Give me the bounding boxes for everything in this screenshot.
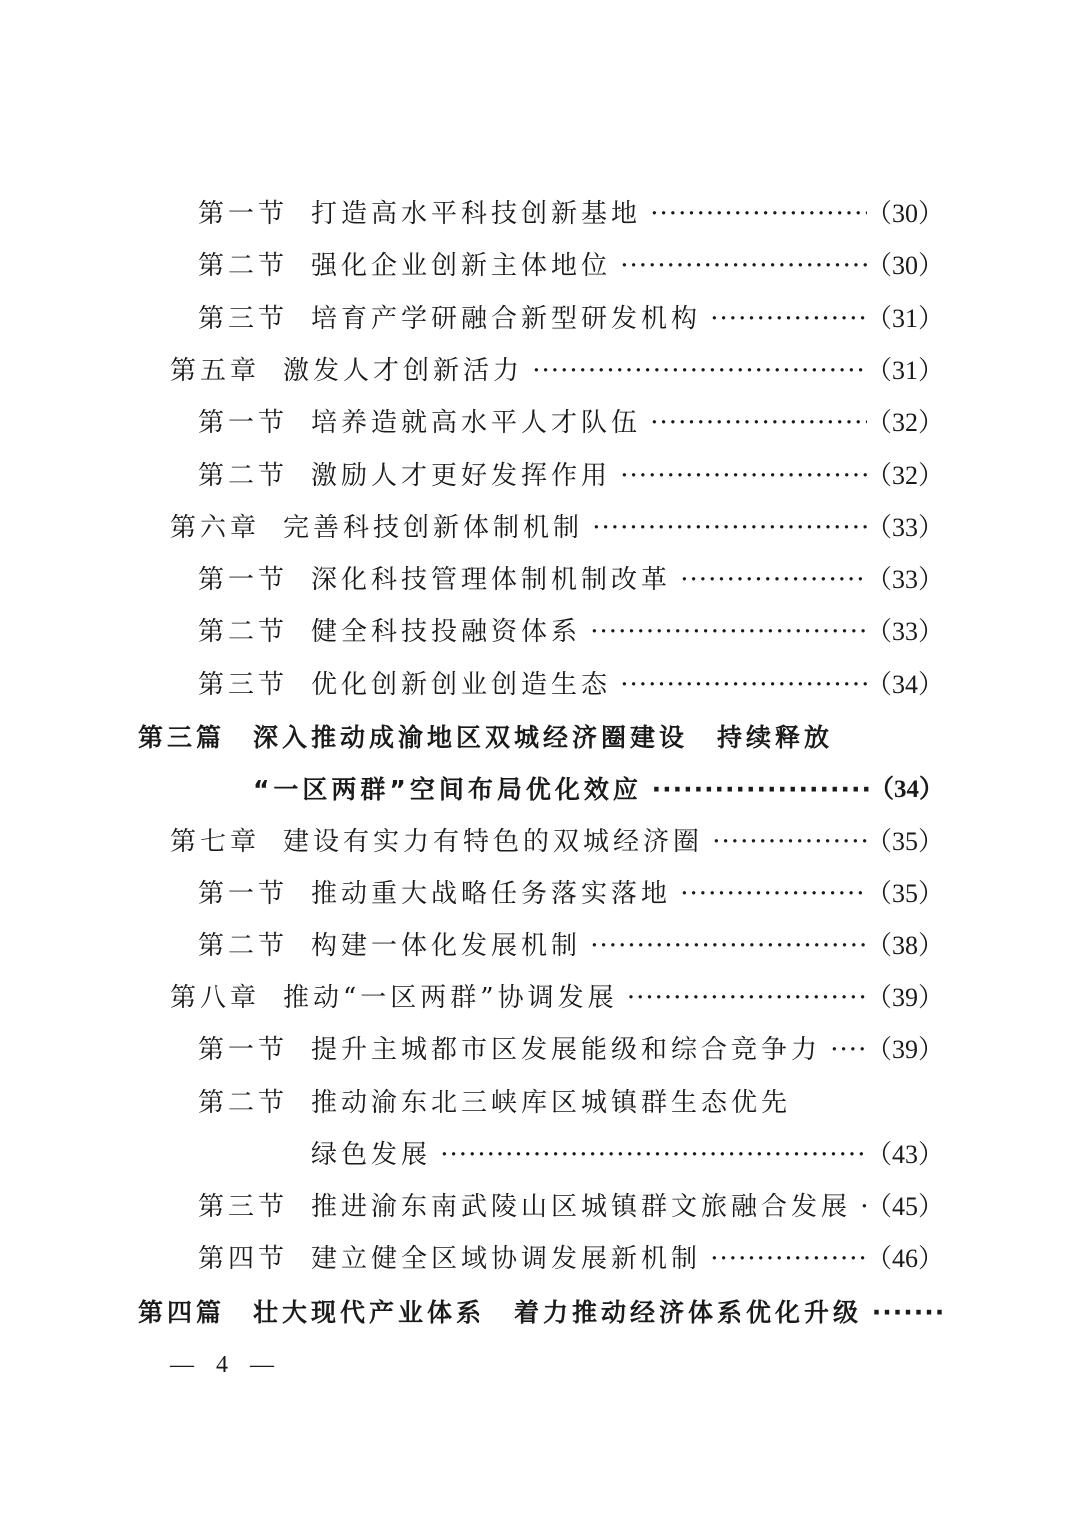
toc-entry[interactable] (0, 926, 1074, 966)
entry-page: （33） (865, 565, 944, 594)
entry-title: 培育产学研融合新型研发机构 ····· (311, 299, 867, 339)
entry-title: 推进渝东南武陵山区城镇群文旅融合发展 ····· (311, 1187, 867, 1227)
entry-title-line2: “一区两群”空间布局优化效应 ····· (253, 770, 873, 810)
entry-page: （35） (865, 827, 944, 856)
entry-label: 第四篇 (138, 1298, 226, 1327)
entry-page: （38） (865, 931, 944, 960)
entry-title-line1: 推动渝东北三峡库区城镇群生态优先 (311, 1088, 792, 1118)
entry-page: （46） (865, 1244, 944, 1273)
entry-label: 第一节 (198, 879, 289, 909)
toc-entry[interactable] (0, 508, 1074, 548)
entry-label: 第二节 (198, 251, 289, 281)
entry-label: 第八章 (170, 983, 261, 1013)
entry-title-line1: 深入推动成渝地区双城经济圈建设 持续释放 (253, 723, 834, 752)
entry-page: （34） (868, 776, 944, 803)
entry-title: 建立健全区域协调发展新机制 ····· (311, 1239, 867, 1279)
entry-title: 优化创新创业创造生态 ····· (311, 665, 867, 705)
entry-label: 第一节 (198, 1035, 289, 1065)
entry-label: 第二节 (198, 1088, 289, 1118)
entry-page: （31） (865, 356, 944, 385)
toc-entry[interactable] (0, 194, 1074, 234)
entry-page: （31） (865, 304, 944, 333)
entry-title: 培养造就高水平人才队伍 ····· (311, 403, 867, 443)
entry-page: （45） (865, 1192, 944, 1221)
entry-title: 深化科技管理体制机制改革 ····· (311, 560, 867, 600)
entry-title: 推动“一区两群”协调发展 ····· (283, 978, 867, 1018)
entry-page: （30） (865, 251, 944, 280)
entry-label: 第五章 (170, 356, 261, 386)
toc-entry[interactable] (0, 246, 1074, 286)
entry-label: 第二节 (198, 461, 289, 491)
toc-entry-continued[interactable] (0, 1135, 1074, 1175)
toc-entry[interactable] (0, 1030, 1074, 1070)
entry-page: （33） (865, 617, 944, 646)
entry-title: 激发人才创新活力 ····· (283, 351, 867, 391)
entry-page: （39） (865, 1035, 944, 1064)
toc-entry[interactable] (0, 665, 1074, 705)
entry-label: 第三节 (198, 1192, 289, 1222)
entry-page: （34） (865, 670, 944, 699)
toc-part-entry-continued[interactable] (0, 770, 1074, 810)
entry-label: 第四节 (198, 1244, 289, 1274)
entry-label: 第二节 (198, 931, 289, 961)
toc-entry[interactable] (0, 874, 1074, 914)
toc-entry[interactable] (0, 351, 1074, 391)
entry-title: 提升主城都市区发展能级和综合竞争力 ····· (311, 1030, 867, 1070)
entry-label: 第七章 (170, 827, 261, 857)
toc-entry[interactable] (0, 299, 1074, 339)
toc-entry[interactable] (0, 1083, 1074, 1123)
toc-entry[interactable] (0, 822, 1074, 862)
entry-page: （30） (865, 199, 944, 228)
entry-title: 激励人才更好发挥作用 ····· (311, 456, 867, 496)
toc-entry[interactable] (0, 612, 1074, 652)
entry-label: 第二节 (198, 617, 289, 647)
entry-page: （43） (865, 1140, 944, 1169)
entry-title: 推动重大战略任务落实落地 ····· (311, 874, 867, 914)
entry-page: （39） (865, 983, 944, 1012)
entry-label: 第一节 (198, 565, 289, 595)
entry-label: 第三节 (198, 304, 289, 334)
entry-title: 建设有实力有特色的双城经济圈 ····· (283, 822, 867, 862)
entry-title: 健全科技投融资体系 ····· (311, 612, 867, 652)
entry-label: 第六章 (170, 513, 261, 543)
entry-page: （32） (865, 408, 944, 437)
entry-page: （35） (865, 879, 944, 908)
entry-title: 打造高水平科技创新基地 ····· (311, 194, 867, 234)
entry-title: 构建一体化发展机制 ····· (311, 926, 867, 966)
entry-label: 第三节 (198, 670, 289, 700)
toc-entry[interactable] (0, 1239, 1074, 1279)
toc-part-entry[interactable] (0, 718, 1074, 758)
toc-entry[interactable] (0, 978, 1074, 1018)
entry-title: 壮大现代产业体系 着力推动经济体系优化升级 ····· (253, 1293, 943, 1333)
entry-page: （32） (865, 461, 944, 490)
toc-entry[interactable] (0, 403, 1074, 443)
entry-label: 第三篇 (138, 723, 226, 752)
entry-label: 第一节 (198, 408, 289, 438)
toc-entry[interactable] (0, 1187, 1074, 1227)
toc-entry[interactable] (0, 560, 1074, 600)
page-number: — 4 — (170, 1352, 282, 1378)
entry-title-line2: 绿色发展 ····· (311, 1135, 867, 1175)
toc-part-entry[interactable] (0, 1293, 1074, 1333)
entry-title: 完善科技创新体制机制 ····· (283, 508, 867, 548)
toc-entry[interactable] (0, 456, 1074, 496)
entry-title: 强化企业创新主体地位 ····· (311, 246, 867, 286)
entry-page: （33） (865, 513, 944, 542)
entry-label: 第一节 (198, 199, 289, 229)
